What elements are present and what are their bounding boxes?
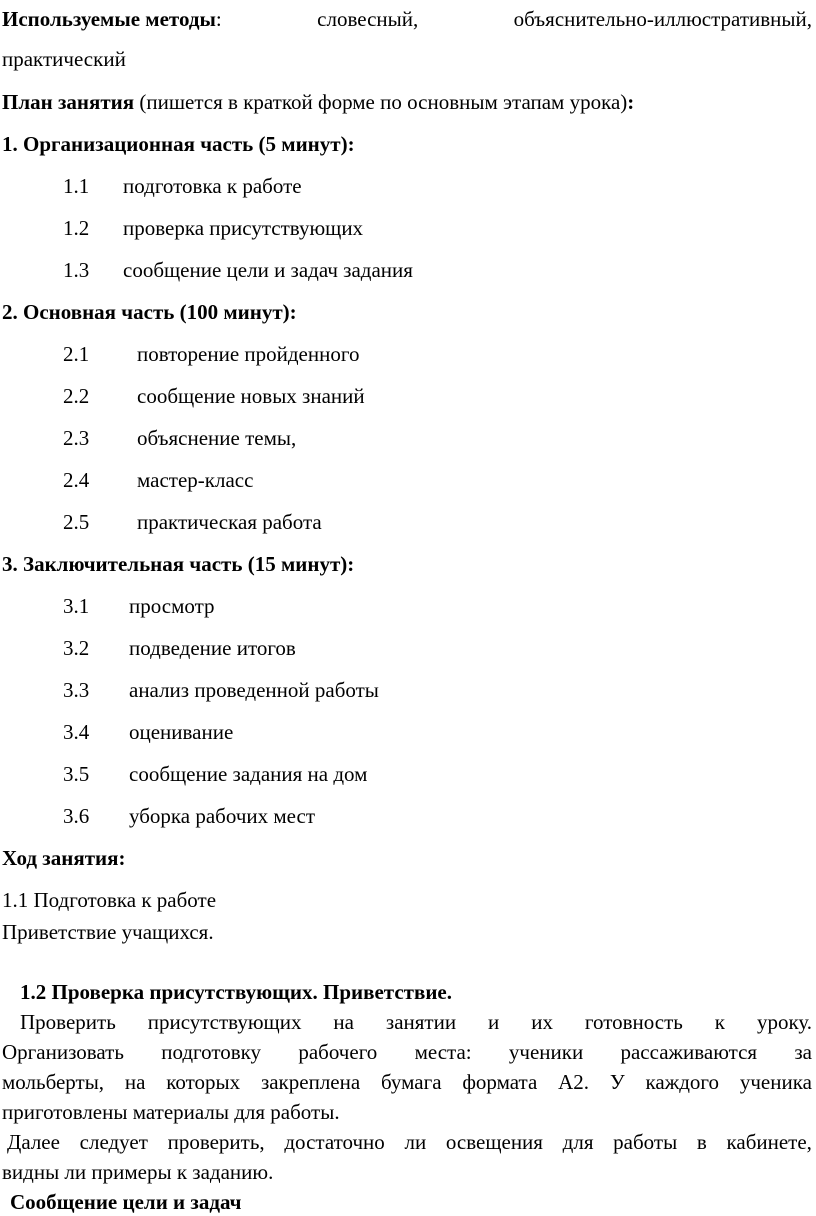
item-number: 3.5 (63, 762, 90, 786)
item-number: 2.2 (63, 384, 90, 408)
item-number: 2.3 (63, 426, 90, 450)
item-text: проверка присутствующих (123, 216, 364, 240)
plan-label: План занятия (2, 90, 135, 114)
word: Организовать (2, 1040, 124, 1064)
paragraph-line (20, 1009, 812, 1035)
word: А2. (558, 1070, 590, 1094)
word: ученика (739, 1070, 812, 1094)
paragraph-line-last: приготовлены материалы для работы. (2, 1100, 340, 1124)
course-line-1: 1.1 Подготовка к работе (2, 888, 217, 912)
item-number: 3.6 (63, 804, 90, 828)
word: рассаживаются (620, 1040, 758, 1064)
plan-line (2, 89, 634, 115)
item-text: мастер-класс (137, 468, 254, 492)
sub-heading-text: 1.2 Проверка присутствующих. Приветствие. (20, 980, 452, 1004)
item-text: просмотр (129, 594, 215, 618)
paragraph-line (7, 1129, 812, 1155)
item-text: подготовка к работе (123, 174, 302, 198)
word: места: (414, 1040, 472, 1064)
word: в (696, 1130, 707, 1154)
section-heading (2, 299, 297, 325)
sub-heading (20, 979, 452, 1005)
word: У (609, 1070, 625, 1094)
item-number: 2.4 (63, 468, 90, 492)
word: кабинете, (726, 1130, 812, 1154)
paragraph-line-last: видны ли примеры к заданию. (2, 1160, 274, 1184)
section-3-heading: 3. Заключительная часть (15 минут): (2, 552, 355, 576)
methods-word-1: словесный, (317, 7, 419, 31)
methods-line-2: практический (2, 47, 126, 71)
item-number: 3.2 (63, 636, 90, 660)
word: для (562, 1130, 594, 1154)
word: уроку. (756, 1010, 812, 1034)
item-number: 2.1 (63, 342, 90, 366)
goal-heading-text: Сообщение цели и задач (10, 1190, 242, 1214)
methods-colon: : (215, 7, 222, 31)
methods-line (2, 6, 812, 32)
item-number: 1.1 (63, 174, 90, 198)
word: за (794, 1040, 812, 1064)
word: к (714, 1010, 725, 1034)
item-text: сообщение новых знаний (137, 384, 365, 408)
word: освещения (445, 1130, 543, 1154)
word: занятии (385, 1010, 457, 1034)
section-heading (2, 131, 355, 157)
word: мольберты, (2, 1070, 105, 1094)
plan-colon: : (627, 90, 635, 114)
item-text: повторение пройденного (137, 342, 360, 366)
word: работы (613, 1130, 678, 1154)
item-number: 3.1 (63, 594, 90, 618)
item-text: уборка рабочих мест (129, 804, 316, 828)
item-number: 3.3 (63, 678, 90, 702)
word: проверить, (167, 1130, 265, 1154)
item-text: оценивание (129, 720, 234, 744)
item-text: практическая работа (137, 510, 322, 534)
item-text: сообщение задания на дом (129, 762, 368, 786)
item-number: 3.4 (63, 720, 90, 744)
word: которых (166, 1070, 241, 1094)
item-text: анализ проведенной работы (129, 678, 379, 702)
section-heading (2, 551, 354, 577)
word: на (124, 1070, 146, 1094)
word: и (488, 1010, 500, 1034)
word: подготовку (161, 1040, 262, 1064)
item-text: сообщение цели и задач задания (123, 258, 413, 282)
item-number: 2.5 (63, 510, 90, 534)
section-2-heading: 2. Основная часть (100 минут): (2, 300, 297, 324)
word: Далее (7, 1130, 60, 1154)
word: следует (79, 1130, 148, 1154)
course-heading-text: Ход занятия: (2, 846, 126, 870)
item-text: объяснение темы, (137, 426, 297, 450)
paragraph-line (2, 1039, 812, 1065)
word: Проверить (20, 1010, 116, 1034)
course-line-2: Приветствие учащихся. (2, 920, 214, 944)
goal-heading (10, 1189, 241, 1215)
paragraph-line (2, 1069, 812, 1095)
section-1-heading: 1. Организационная часть (5 минут): (2, 132, 355, 156)
word: закреплена (260, 1070, 361, 1094)
item-text: подведение итогов (129, 636, 296, 660)
word: их (531, 1010, 553, 1034)
word: бумага (381, 1070, 442, 1094)
word: каждого (645, 1070, 720, 1094)
methods-label: Используемые методы (2, 7, 216, 31)
course-heading (2, 845, 125, 871)
methods-label-group (2, 6, 222, 32)
methods-word-2: объяснительно-иллюстративный, (513, 7, 812, 31)
word: ученики (508, 1040, 584, 1064)
item-number: 1.3 (63, 258, 90, 282)
word: присутствующих (147, 1010, 302, 1034)
plan-rest: (пишется в краткой форме по основным этапам урока) (134, 90, 628, 114)
word: рабочего (298, 1040, 378, 1064)
word: ли (404, 1130, 427, 1154)
word: достаточно (284, 1130, 385, 1154)
word: формата (462, 1070, 538, 1094)
item-number: 1.2 (63, 216, 90, 240)
word: готовность (584, 1010, 683, 1034)
word: на (333, 1010, 354, 1034)
